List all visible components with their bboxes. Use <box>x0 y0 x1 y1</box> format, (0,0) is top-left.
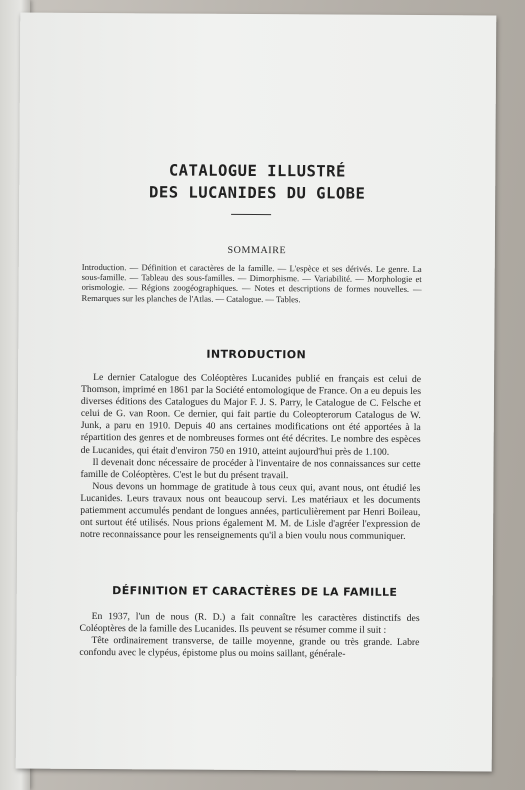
sommaire-text: Introduction. — Définition et caractères de la famille. — L'espèce et ses dérivés. Le genre. La sous-famille. — Tableau des sous-familles. — Dimorphisme. — Variabilité. — Morphologie et orismologie. — Régions zoogéographiques. — Notes et descriptions de formes nouvelles. — Remarques sur les planches de l'Atlas. — Catalogue. — Tables. <box>81 261 422 304</box>
def-paragraph-1: En 1937, l'un de nous (R. D.) a fait connaître les caractères distinctifs des Coléoptères de la famille des Lucanides. Ils peuvent se résumer comme il suit : <box>79 611 420 636</box>
intro-paragraph-1: Le dernier Catalogue des Coléoptères Lucanides publié en français est celui de Thomson, imprimé en 1861 par la Société entomologique de France. On a eu depuis les diverses éditions des Catalogues du Major F. J. S. Parry, le Catalogue de C. Felsche et celui de G. van Roon. Ce dernier, qui fait partie du Coleopterorum Catalogus de W. Junk, a paru en 1910. Depuis 40 ans certaines modifications ont été apportées à la répartition des genres et de nombreuses formes ont été décrites. Le nombre des espèces de Lucanides, qui était d'environ 750 en 1910, atteint aujourd'hui près de 1.100. <box>80 372 422 458</box>
definition-heading: DÉFINITION ET CARACTÈRES DE LA FAMILLE <box>112 584 398 599</box>
introduction-body <box>80 372 421 543</box>
sommaire-heading: SOMMAIRE <box>227 244 287 257</box>
document-page <box>16 13 497 772</box>
title-line-2: DES LUCANIDES DU GLOBE <box>149 183 366 203</box>
def-paragraph-2: Tête ordinairement transverse, de taille moyenne, grande ou très grande. Labre confondu avec le clypéus, épistome plus ou moins saillant, générale- <box>79 635 420 660</box>
introduction-heading: INTRODUCTION <box>206 347 307 362</box>
definition-body <box>79 611 419 661</box>
title-divider <box>231 214 271 215</box>
intro-paragraph-3: Nous devons un hommage de gratitude à tous ceux qui, avant nous, ont étudié les Lucanides. Leurs travaux nous ont beaucoup servi. Les matériaux et les documents patiemment accumulés pendant de longues années, particulièrement par Henri Boileau, ont surtout été utilisés. Nous prions également M. M. de Lisle d'agréer l'expression de notre reconnaissance pour les renseignements qu'il a bien voulu nous communiquer. <box>80 480 421 543</box>
title-line-1: CATALOGUE ILLUSTRÉ <box>168 161 346 181</box>
intro-paragraph-2: Il devenait donc nécessaire de procéder à l'inventaire de nos connaissances sur cette famille de Coléoptères. C'est le but du présent travail. <box>80 456 421 481</box>
